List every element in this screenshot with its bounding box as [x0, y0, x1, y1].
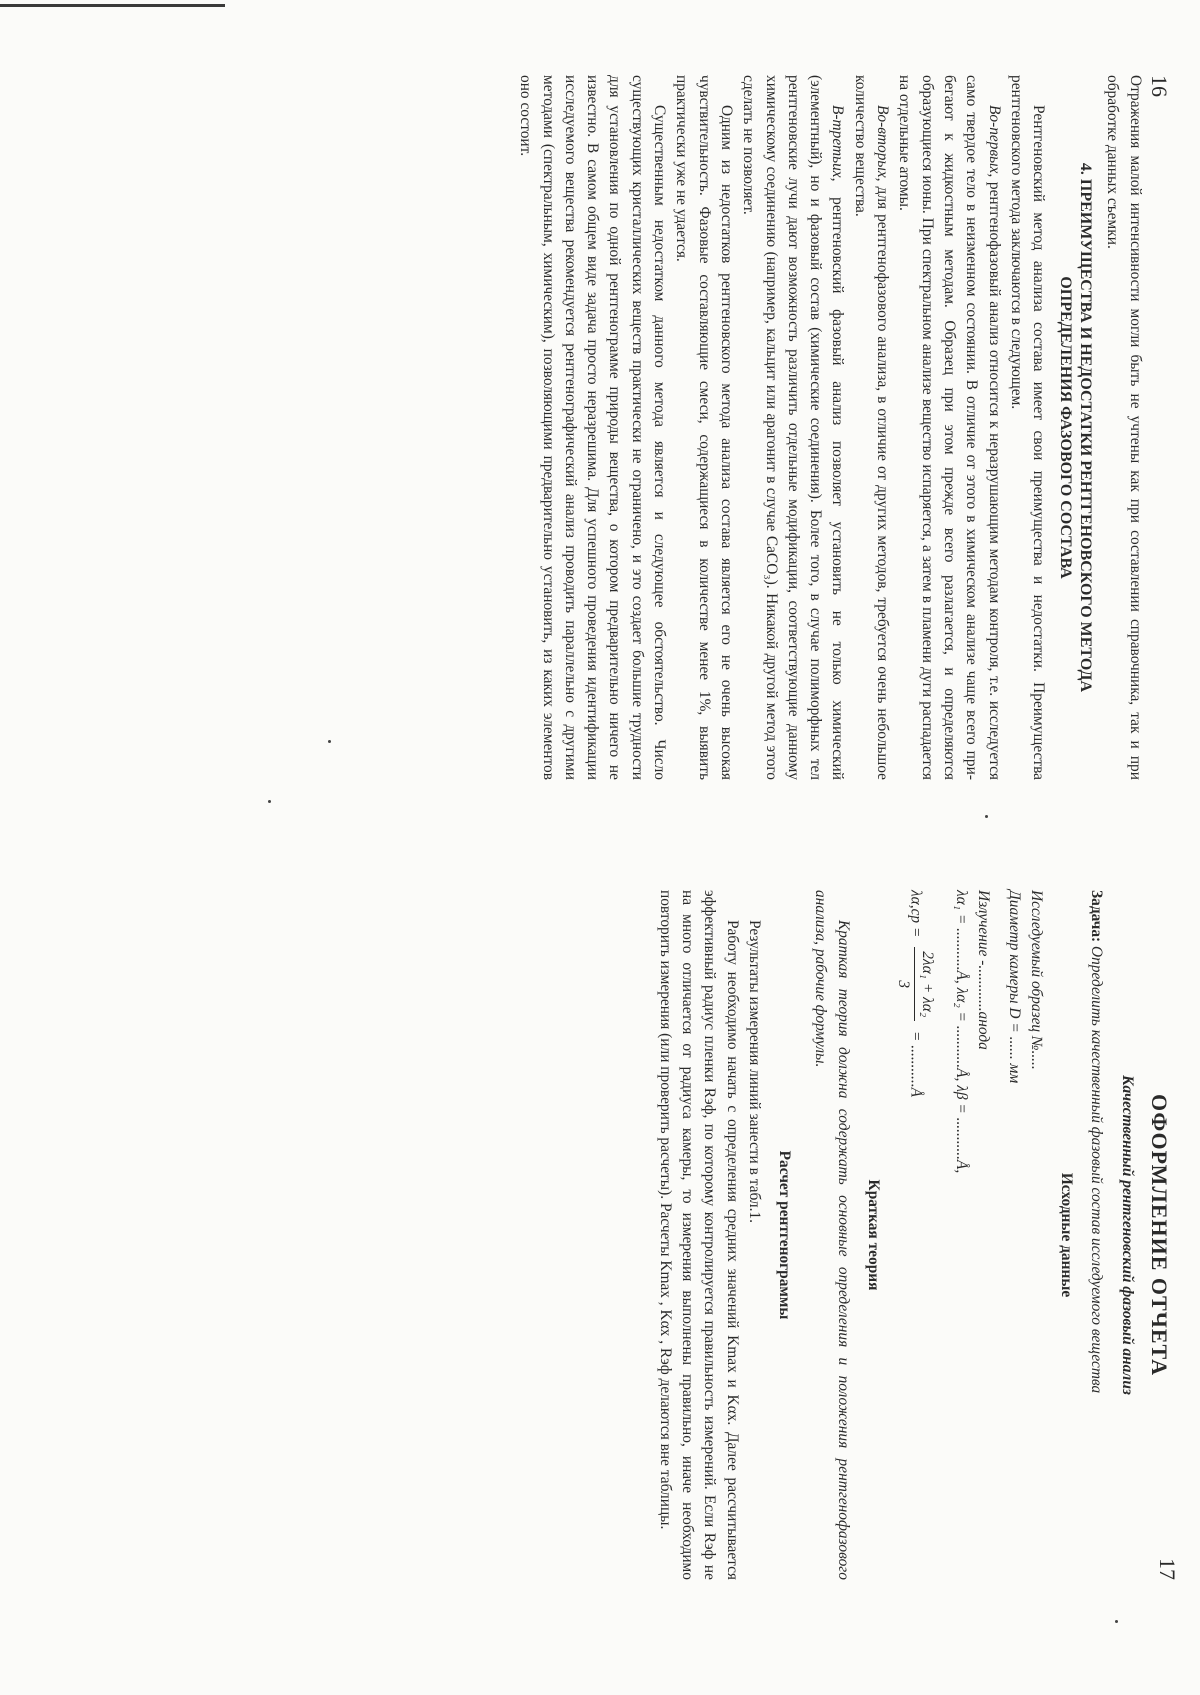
third-lead: В-третьих, — [829, 105, 847, 182]
intro-paragraph: Отражения малой интенсивности могли быть не учтены как при составлении справочника, так и при обработке данных съемки. — [1104, 75, 1144, 780]
first-text: рентгенофазовый анализ относится к неразрушающим методам контроля, т.е. исследуется само твердое тело в неизменном состоянии. В отличие от этого в химическом анализе чаще всего прибегают к жидкостным методам. Образец при этом прежде всего разлагается, и определяются образующиеся ионы. При спектральном анализе вещество испаряется, а затем в пламени дуги распадается на отдельные атомы. — [896, 75, 1003, 780]
paragraph-sensitivity: Одним из недостатков рентгеновского метода анализа состава является его не очень высокая чувствительность. Фазовые составляющие смеси, содержащиеся в количестве менее 1%, выявить практически уже не удается. — [673, 75, 735, 780]
formula-rhs: = ...........Å — [907, 1031, 925, 1098]
page-number-right: 17 — [1155, 1558, 1180, 1580]
radiation-line: Излучение -............анода — [975, 890, 993, 1050]
initial-data-heading: Исходные данные — [1058, 1172, 1076, 1298]
third-text: рентгеновский фазовый анализ позволяет установить не только химический (элементный), но и фазовый состав (химические соединения). Более того, в случае полиморфных тел рентгеновские лучи дают возможность различить отдельные модификации, соответствующие данному химическому соединению (например, кальцит или арагонит в случае CaCO₃). Никакой другой метод этого сделать не позволяет. — [740, 75, 847, 780]
task-label: Задача: — [1088, 890, 1106, 943]
calculation-heading: Расчет рентгенограммы — [776, 1150, 794, 1320]
report-subtitle: Качественный рентгеновский фазовый анализ — [1118, 1075, 1136, 1395]
first-lead: Во-первых, — [985, 105, 1003, 178]
calculation-paragraph-2: Работу необходимо начать с определения средних значений Kmax и Kαx. Далее рассчитывается эффективный радиус пленки Rэф, по которому контролируется правильность измерений. Если Rэф не на много отличается от радиуса камеры, то измерения выполнены правильно, иначе необходимо повторить измерения (или проверить расчеты). Расчеты Kmax , Kαx , Rэф делаются вне таблицы. — [656, 890, 741, 1580]
formula-denominator: 3 — [895, 980, 913, 989]
right-page — [0, 890, 1200, 1580]
paragraph-identification: Существенным недостатком данного метода является и следующее обстоятельство. Число существующих кристаллических веществ практически не ограничено, и это создает большие трудности для установления по одной рентгенограмме природы вещества, о котором предварительно ничего не известно. В самом общем виде задача просто неразрешима. Для успешного проведения идентификации исследуемого вещества рекомендуется рентгенографический анализ проводить параллельно с другими методами (спектральным, химическим), позволяющими предварительно установить, из каких элементов оно состоит. — [517, 75, 669, 780]
task-text: Определить качественный фазовый состав исследуемого вещества — [1088, 942, 1106, 1394]
theory-text: Краткая теория должна содержать основные определения и положения рентгенофазового анализа, рабочие формулы. — [812, 890, 852, 1580]
page-number-left: 16 — [1147, 75, 1172, 97]
paragraph-second-advantage — [848, 75, 893, 780]
camera-line: Диаметр камеры D = ...... мм — [1005, 890, 1023, 1084]
sample-line: Исследуемый образец №..... — [1027, 890, 1045, 1070]
paragraph-advantages-intro: Рентгеновский метод анализа состава имеет свои преимущества и недостатки. Преимущества рентгеновского метода заключаются в следующем. — [1007, 75, 1048, 780]
left-page — [0, 75, 1200, 780]
task-line — [1085, 890, 1107, 1580]
report-title: ОФОРМЛЕНИЕ ОТЧЕТА — [1147, 1094, 1172, 1376]
second-lead: Во-вторых, — [874, 105, 892, 182]
formula-numerator: 2λα₁ + λα₂ — [914, 947, 937, 1021]
second-text: для рентгенофазового анализа, в отличие от других методов, требуется очень небольшое количество вещества. — [851, 75, 892, 780]
paragraph-first-advantage — [893, 75, 1004, 780]
section-title: 4. ПРЕИМУЩЕСТВА И НЕДОСТАТКИ РЕНТГЕНОВСКОГО МЕТОДА ОПРЕДЕЛЕНИЯ ФАЗОВОГО СОСТАВА — [1057, 162, 1095, 693]
average-wavelength-formula — [892, 890, 938, 1580]
formula-fraction — [892, 947, 938, 1021]
calculation-paragraph-1: Результаты измерения линий занести в табл.1. — [745, 920, 763, 1223]
paragraph-third-advantage — [737, 75, 848, 780]
theory-heading: Краткая теория — [865, 1179, 883, 1291]
wavelength-line: λα₁ = ...........Å, λα₂ = ...........Å, λβ = ...........Å, — [952, 890, 970, 1174]
formula-lhs: λα,ср = — [907, 890, 925, 938]
